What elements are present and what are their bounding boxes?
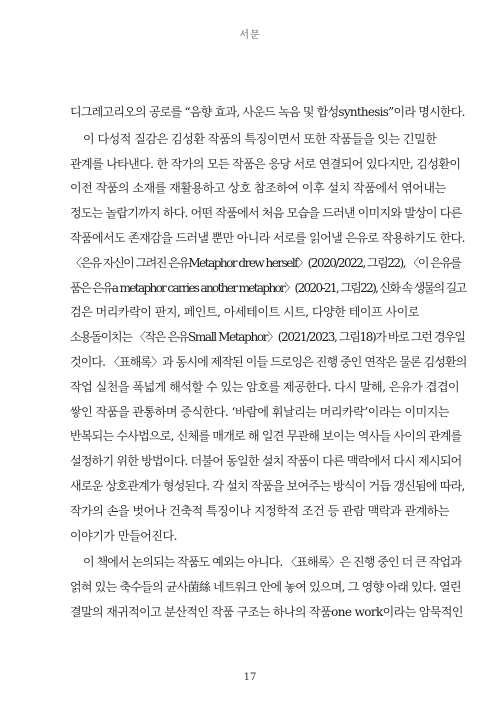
- text-line: 반복되는 수사법으로, 신체를 매개로 해 일견 무관해 보이는 역사들 사이의 관계를: [70, 429, 462, 444]
- text-line: 이 책에서 논의되는 작품도 예외는 아니다. 〈표해록〉은 진행 중인 더 큰 작업과: [83, 555, 461, 570]
- text-line: 설정하기 위한 방법이다. 더불어 동일한 설치 작품이 다른 맥락에서 다시 제시되어: [70, 454, 462, 469]
- text-line: 〈은유 자신이 그려진 은유Metaphor drew herself〉(2020/2022, 그림22), 〈이 은유를: [70, 255, 461, 270]
- text-line: 쌓인 작품을 관통하며 증식한다. ‘바람에 휘날리는 머리카락’이라는 이미지는: [70, 404, 450, 419]
- running-head: 서문: [239, 30, 261, 41]
- text-line: 소용돌이치는 〈작은 은유Small Metaphor〉(2021/2023, 그림18)가 바로 그런 경우일: [70, 330, 465, 345]
- text-line: 이전 작품의 소재를 재활용하고 상호 참조하여 이후 설치 작품에서 엮어내는: [70, 181, 446, 196]
- text-line: 결말의 재귀적이고 분산적인 작품 구조는 하나의 작품one work이라는 암묵적인: [70, 604, 463, 619]
- text-line: 이 다성적 질감은 김성환 작품의 특징이면서 또한 작품들을 잇는 긴밀한: [83, 131, 437, 146]
- text-line: 작품에서도 존재감을 드러낼 뿐만 아니라 서로를 읽어낼 은유로 작용하기도 한다.: [70, 230, 465, 245]
- text-line: 이야기가 만들어진다.: [70, 528, 178, 543]
- text-line: 것이다. 〈표해록〉과 동시에 제작된 이들 드로잉은 진행 중인 연작은 물론 김성환의: [70, 354, 467, 369]
- text-line: 관계를 나타낸다. 한 작가의 모든 작품은 응당 서로 연결되어 있다지만, 김성환이: [70, 156, 461, 171]
- body-text: [70, 100, 466, 625]
- text-line: 작가의 손을 벗어나 건축적 특징이나 지정학적 조건 등 관람 맥락과 관계하는: [70, 503, 450, 518]
- text-line: 검은 머리카락이 판지, 페인트, 아세테이트 시트, 다양한 테이프 사이로: [70, 305, 419, 320]
- text-line: 얽혀 있는 축수들의 균사菌絲 네트워크 안에 놓여 있으며, 그 영향 아래 있다. 열린: [70, 580, 461, 595]
- text-line: 품은 은유a metaphor carries another metaphor〉(2020-21, 그림22), 신화 속 생물의 길고: [70, 280, 466, 295]
- text-line: 작업 실천을 폭넓게 해석할 수 있는 암호를 제공한다. 다시 말해, 은유가 겹겹이: [70, 379, 460, 394]
- text-line: 정도는 놀랍기까지 하다. 어떤 작품에서 처음 모습을 드러낸 이미지와 발상이 다른: [70, 206, 462, 221]
- page-number: 17: [243, 672, 257, 683]
- text-line: 디그레고리오의 공로를 “음향 효과, 사운드 녹음 및 합성synthesis”이라 명시한다.: [70, 105, 465, 119]
- text-line: 새로운 상호관계가 형성된다. 각 설치 작품을 보여주는 방식이 거듭 갱신됨에 따라,: [70, 478, 465, 493]
